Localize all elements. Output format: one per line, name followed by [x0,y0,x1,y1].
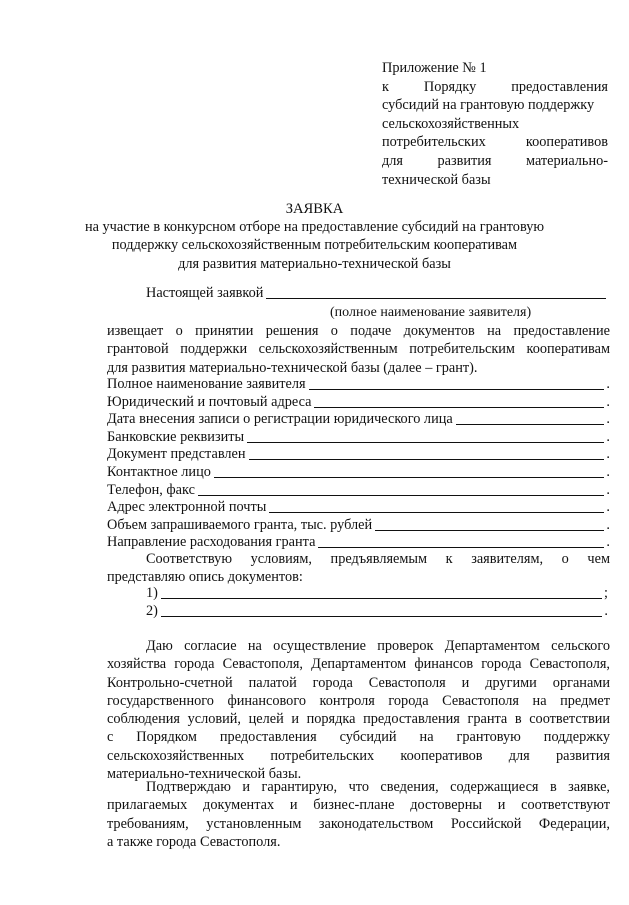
subtitle-line: для развития материально-технической базы [178,255,451,272]
confirm-line: Подтверждаю и гарантирую, что сведения, содержащиеся в заявке, [146,779,610,795]
document-item-field[interactable] [161,597,602,599]
form-field-label: Направление расходования гранта [107,534,316,551]
intro-paragraph [107,322,610,377]
form-field-row [107,410,610,428]
form-field-input[interactable] [247,441,604,443]
form-field-input[interactable] [314,406,604,408]
documents-line: представляю опись документов: [107,569,303,586]
consent-paragraph [107,637,610,783]
consent-line: с Порядком предоставления субсидий на грантовую поддержку [107,729,610,746]
document-item-field[interactable] [161,615,603,617]
form-field-input[interactable] [198,494,604,496]
form-field-label: Документ представлен [107,446,246,463]
consent-line: сельскохозяйственных потребительских кооперативов для развития [107,747,610,764]
form-field-end: . [606,428,610,445]
form-field-label: Объем запрашиваемого гранта, тыс. рублей [107,516,373,533]
document-item-end: . [604,603,608,619]
form-field-input[interactable] [269,511,604,513]
subtitle-line: поддержку сельскохозяйственным потребительским кооперативам [111,237,518,254]
document-title: ЗАЯВКА [285,201,344,217]
form-field-end: . [606,376,610,392]
appendix-line: к Порядку предоставления [382,78,608,95]
form-field-label: Полное наименование заявителя [107,376,306,392]
intro-line: извещает о принятии решения о подаче документов на предоставление [107,323,610,339]
consent-line: государственного финансового контроля города Севастополя на предмет [107,692,610,709]
form-field-input[interactable] [249,458,605,460]
form-field-row [107,375,610,393]
document-item-number: 2) [146,603,158,619]
form-field-row [107,533,610,551]
form-field-end: . [606,516,610,533]
document-subtitle [0,218,629,273]
form-field-row [107,498,610,516]
consent-line: соблюдения условий, целей и порядка предоставления гранта в соответствии [107,711,610,728]
form-field-label: Контактное лицо [107,464,211,480]
form-field-end: . [606,534,610,551]
document-item-end: ; [604,585,608,601]
form-field-input[interactable] [318,546,604,548]
form-field-end: . [606,446,610,463]
applicant-name-label: Настоящей заявкой [146,285,264,301]
form-field-end: . [606,499,610,516]
document-item-row [146,584,608,602]
form-field-row [107,393,610,411]
form-field-row [107,428,610,446]
consent-line: Даю согласие на осуществление проверок Департаментом сельского [146,638,610,654]
form-field-label: Банковские реквизиты [107,428,245,445]
appendix-number: Приложение № 1 [382,60,487,76]
consent-line: материально-технической базы. [107,766,302,783]
confirm-line: прилагаемых документах и бизнес-плане достоверны и соответствуют [107,797,610,814]
intro-line: для развития материально-технической базы (далее – грант). [107,359,478,376]
form-field-input[interactable] [375,529,604,531]
appendix-line: технической базы [382,171,491,188]
appendix-line: сельскохозяйственных [382,115,520,132]
consent-line: хозяйства города Севастополя, Департаментом финансов города Севастополя, [107,656,610,673]
documents-paragraph [107,550,610,587]
consent-line: Контрольно-счетной палатой города Севастополя и другими органами [107,674,610,691]
form-field-end: . [606,393,610,410]
form-field-label: Дата внесения записи о регистрации юридического лица [107,411,453,428]
appendix-line: для развития материально- [382,152,608,169]
form-field-row [107,481,610,499]
form-field-row [107,463,610,481]
documents-line: Соответствую условиям, предъявляемым к заявителям, о чем [146,551,610,567]
applicant-name-hint: (полное наименование заявителя) [330,305,532,320]
document-item-number: 1) [146,585,158,601]
form-field-input[interactable] [456,423,605,425]
form-field-row [107,445,610,463]
document-item-row [146,602,608,620]
intro-line: грантовой поддержки сельскохозяйственным потребительским кооперативам [107,341,610,358]
form-field-row [107,516,610,534]
appendix-line: потребительских кооперативов [382,134,608,151]
applicant-name-row [146,284,608,302]
form-field-label: Адрес электронной почты [107,499,267,516]
confirm-line: требованиям, установленным законодательством Российской Федерации, [107,815,610,832]
form-field-input[interactable] [309,388,605,390]
confirm-line: а также города Севастополя. [107,833,281,850]
applicant-name-field[interactable] [266,297,606,299]
form-field-end: . [606,411,610,428]
form-field-input[interactable] [214,476,605,478]
form-field-end: . [606,464,610,480]
form-field-label: Телефон, факс [107,481,195,498]
appendix-line: субсидий на грантовую поддержку [382,97,595,114]
confirm-paragraph [107,778,610,851]
subtitle-line: на участие в конкурсном отборе на предоставление субсидий на грантовую [84,219,545,235]
form-field-end: . [606,481,610,498]
form-field-label: Юридический и почтовый адреса [107,393,312,410]
appendix-block [382,59,608,189]
